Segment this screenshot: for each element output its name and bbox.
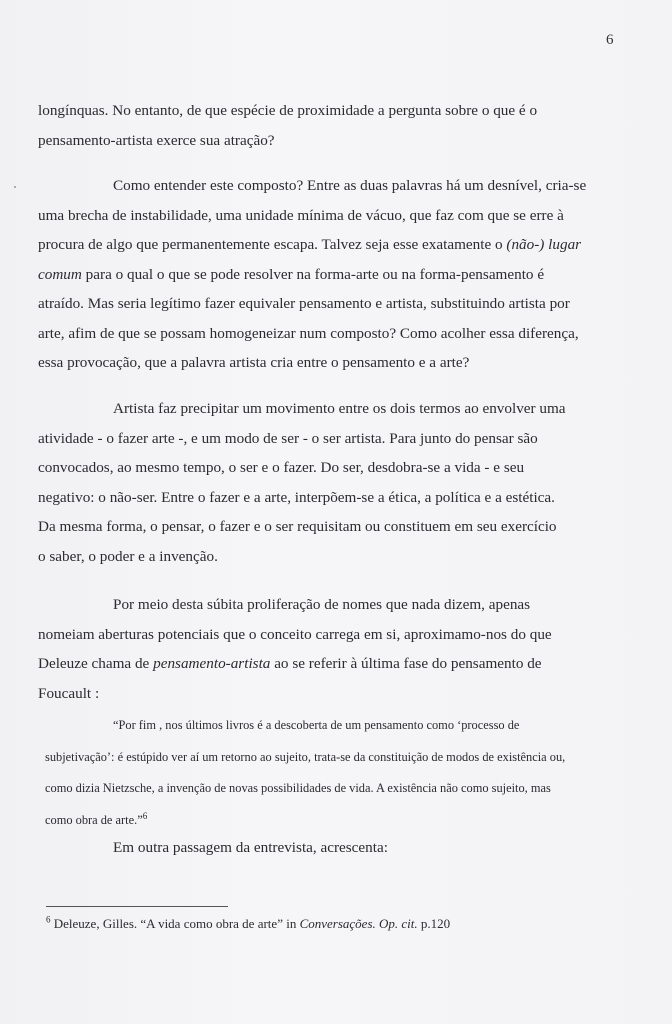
text-line: Da mesma forma, o pensar, o fazer e o ser requisitam ou constituem em seu exercício xyxy=(38,518,557,535)
paragraph-4 xyxy=(38,590,598,708)
text-line: Foucault : xyxy=(38,684,100,702)
margin-mark xyxy=(14,186,16,188)
paragraph-3 xyxy=(38,394,598,571)
text-line: atraído. Mas seria legítimo fazer equivaler pensamento e artista, substituindo artista por xyxy=(38,295,570,312)
text-run: Deleuze chama de xyxy=(38,655,154,672)
block-quote xyxy=(45,710,585,836)
page-number: 6 xyxy=(606,32,614,48)
quote-line: subjetivação’: é estúpido ver aí um retorno ao sujeito, trata-se da constituição de modos de existência ou, xyxy=(45,749,566,764)
text-run: ao se referir à última fase do pensamento de xyxy=(270,655,542,672)
text-line: pensamento-artista exerce sua atração? xyxy=(38,131,275,149)
text-line: Artista faz precipitar um movimento entre os dois termos ao envolver uma xyxy=(113,400,566,417)
text-line: convocados, ao mesmo tempo, o ser e o fazer. Do ser, desdobra-se a vida - e seu xyxy=(38,459,525,476)
text-line xyxy=(38,260,598,290)
text-line: Em outra passagem da entrevista, acrescenta: xyxy=(113,839,388,856)
text-line: negativo: o não-ser. Entre o fazer e a arte, interpõem-se a ética, a política e a estética. xyxy=(38,488,555,506)
footnote xyxy=(46,915,450,933)
text-line: arte, afim de que se possam homogeneizar num composto? Como acolher essa diferença, xyxy=(38,324,579,342)
text-line: longínquas. No entanto, de que espécie de proximidade a pergunta sobre o que é o xyxy=(38,102,538,119)
italic-term: comum xyxy=(38,265,82,283)
text-line: nomeiam aberturas potenciais que o conceito carrega em si, aproximamo-nos do que xyxy=(38,625,552,643)
quote-line: “Por fim , nos últimos livros é a descoberta de um pensamento como ‘processo de xyxy=(113,718,520,732)
footnote-marker: 6 xyxy=(46,914,51,925)
text-line: atividade - o fazer arte -, e um modo de ser - o ser artista. Para junto do pensar são xyxy=(38,429,538,447)
text-line: uma brecha de instabilidade, uma unidade mínima de vácuo, que faz com que se erre à xyxy=(38,206,564,224)
footnote-separator xyxy=(46,906,228,907)
text-line xyxy=(38,230,598,260)
text-line: Por meio desta súbita proliferação de nomes que nada dizem, apenas xyxy=(113,596,531,613)
paragraph-2 xyxy=(38,171,598,378)
italic-term: (não-) lugar xyxy=(506,236,582,253)
footnote-source: Conversações. Op. cit. xyxy=(299,916,418,931)
text-line xyxy=(38,649,598,679)
text-run: p.120 xyxy=(417,916,451,931)
text-line: Como entender este composto? Entre as duas palavras há um desnível, cria-se xyxy=(113,177,587,194)
paragraph-1 xyxy=(38,96,598,155)
text-run: como obra de arte.” xyxy=(45,812,143,827)
footnote-reference[interactable]: 6 xyxy=(142,810,148,821)
text-run: Deleuze, Gilles. “A vida como obra de arte” in xyxy=(50,916,300,931)
text-run: procura de algo que permanentemente escapa. Talvez seja esse exatamente o xyxy=(38,236,507,253)
paragraph-5 xyxy=(38,833,672,863)
italic-term: pensamento-artista xyxy=(153,655,271,672)
quote-line xyxy=(45,805,585,837)
text-line: essa provocação, que a palavra artista cria entre o pensamento e a arte? xyxy=(38,354,470,371)
quote-line: como dizia Nietzsche, a invenção de novas possibilidades de vida. A existência não como sujeito, mas xyxy=(45,781,551,795)
text-line: o saber, o poder e a invenção. xyxy=(38,547,218,565)
text-run: para o qual o que se pode resolver na forma-arte ou na forma-pensamento é xyxy=(81,265,545,283)
